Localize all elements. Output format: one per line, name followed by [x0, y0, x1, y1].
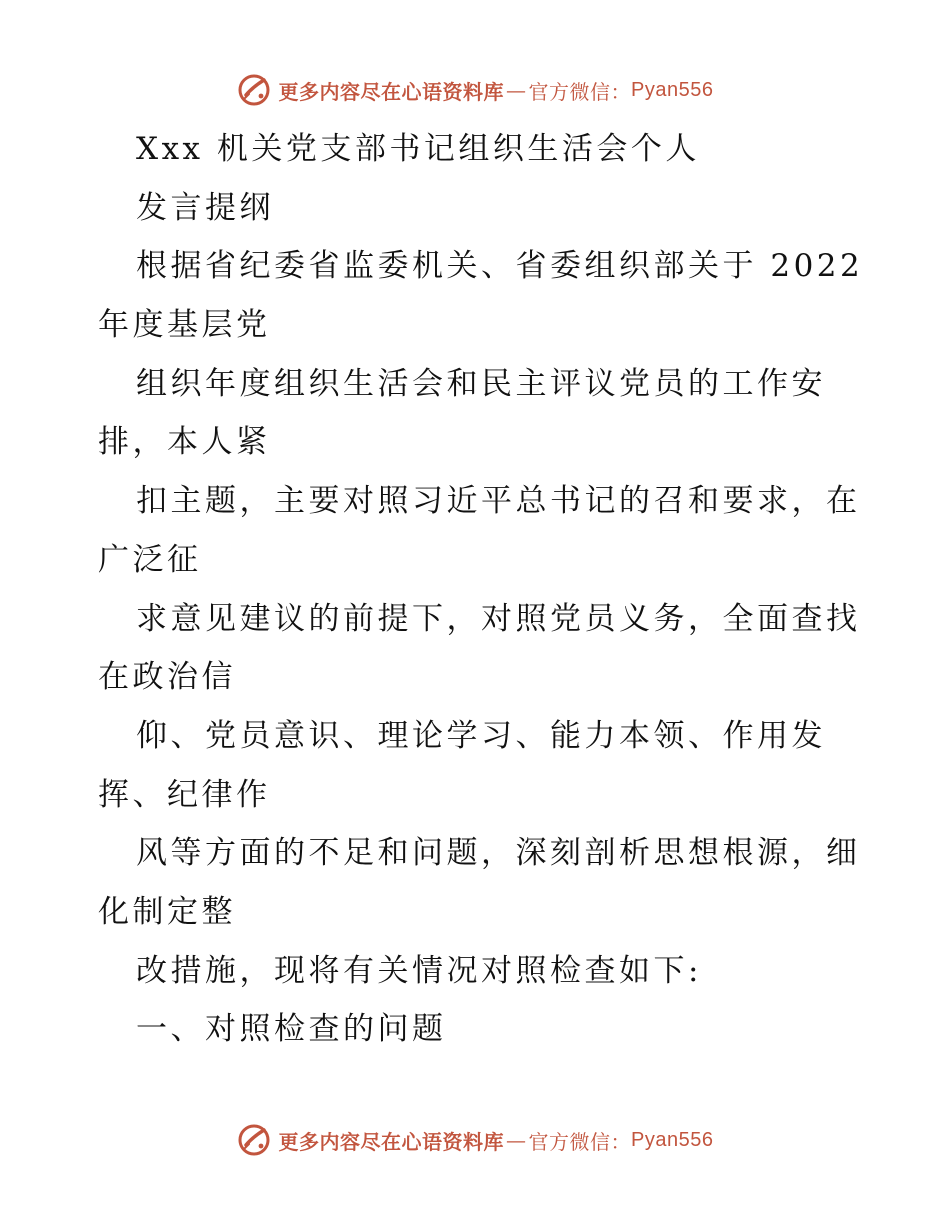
watermark-header	[0, 68, 950, 112]
watermark-dash: —	[506, 78, 527, 102]
section-heading: 一、对照检查的问题	[136, 1011, 447, 1048]
paragraph-line: 组织年度组织生活会和民主评议党员的工作安	[136, 365, 826, 402]
title-line-1: Xxx 机关党支部书记组织生活会个人	[136, 131, 700, 167]
paragraph-line: 在政治信	[98, 659, 236, 696]
watermark-footer	[0, 1118, 950, 1162]
paragraph-line: 仰、党员意识、理论学习、能力本领、作用发	[136, 717, 826, 754]
paragraph-line: 化制定整	[98, 893, 236, 930]
paragraph-line: 广泛征	[98, 541, 202, 578]
paragraph-line: 扣主题，主要对照习近平总书记的召和要求，在	[136, 483, 861, 520]
paragraph-line: 挥、纪律作	[98, 776, 271, 813]
brush-logo-icon	[237, 1123, 271, 1157]
document-body	[98, 120, 868, 1059]
watermark-dash: —	[506, 1128, 527, 1152]
title-line-2: 发言提纲	[136, 189, 274, 226]
brush-logo-icon	[237, 73, 271, 107]
paragraph-line: 求意见建议的前提下，对照党员义务，全面查找	[136, 600, 861, 637]
watermark-brand: 更多内容尽在心语资料库	[278, 79, 505, 104]
paragraph-line: 改措施，现将有关情况对照检查如下:	[136, 952, 702, 989]
watermark-text	[279, 76, 714, 105]
watermark-id: Pyan556	[631, 78, 714, 101]
watermark-label: 官方微信：	[528, 1129, 632, 1154]
paragraph-line: 风等方面的不足和问题，深刻剖析思想根源，细	[136, 835, 861, 872]
watermark-text	[279, 1126, 714, 1155]
paragraph-line: 根据省纪委省监委机关、省委组织部关于 2022	[136, 248, 864, 285]
watermark-id: Pyan556	[631, 1128, 714, 1151]
paragraph-line: 排，本人紧	[98, 424, 271, 461]
paragraph-line: 年度基层党	[98, 307, 271, 344]
watermark-label: 官方微信：	[528, 79, 632, 104]
watermark-brand: 更多内容尽在心语资料库	[278, 1129, 505, 1154]
